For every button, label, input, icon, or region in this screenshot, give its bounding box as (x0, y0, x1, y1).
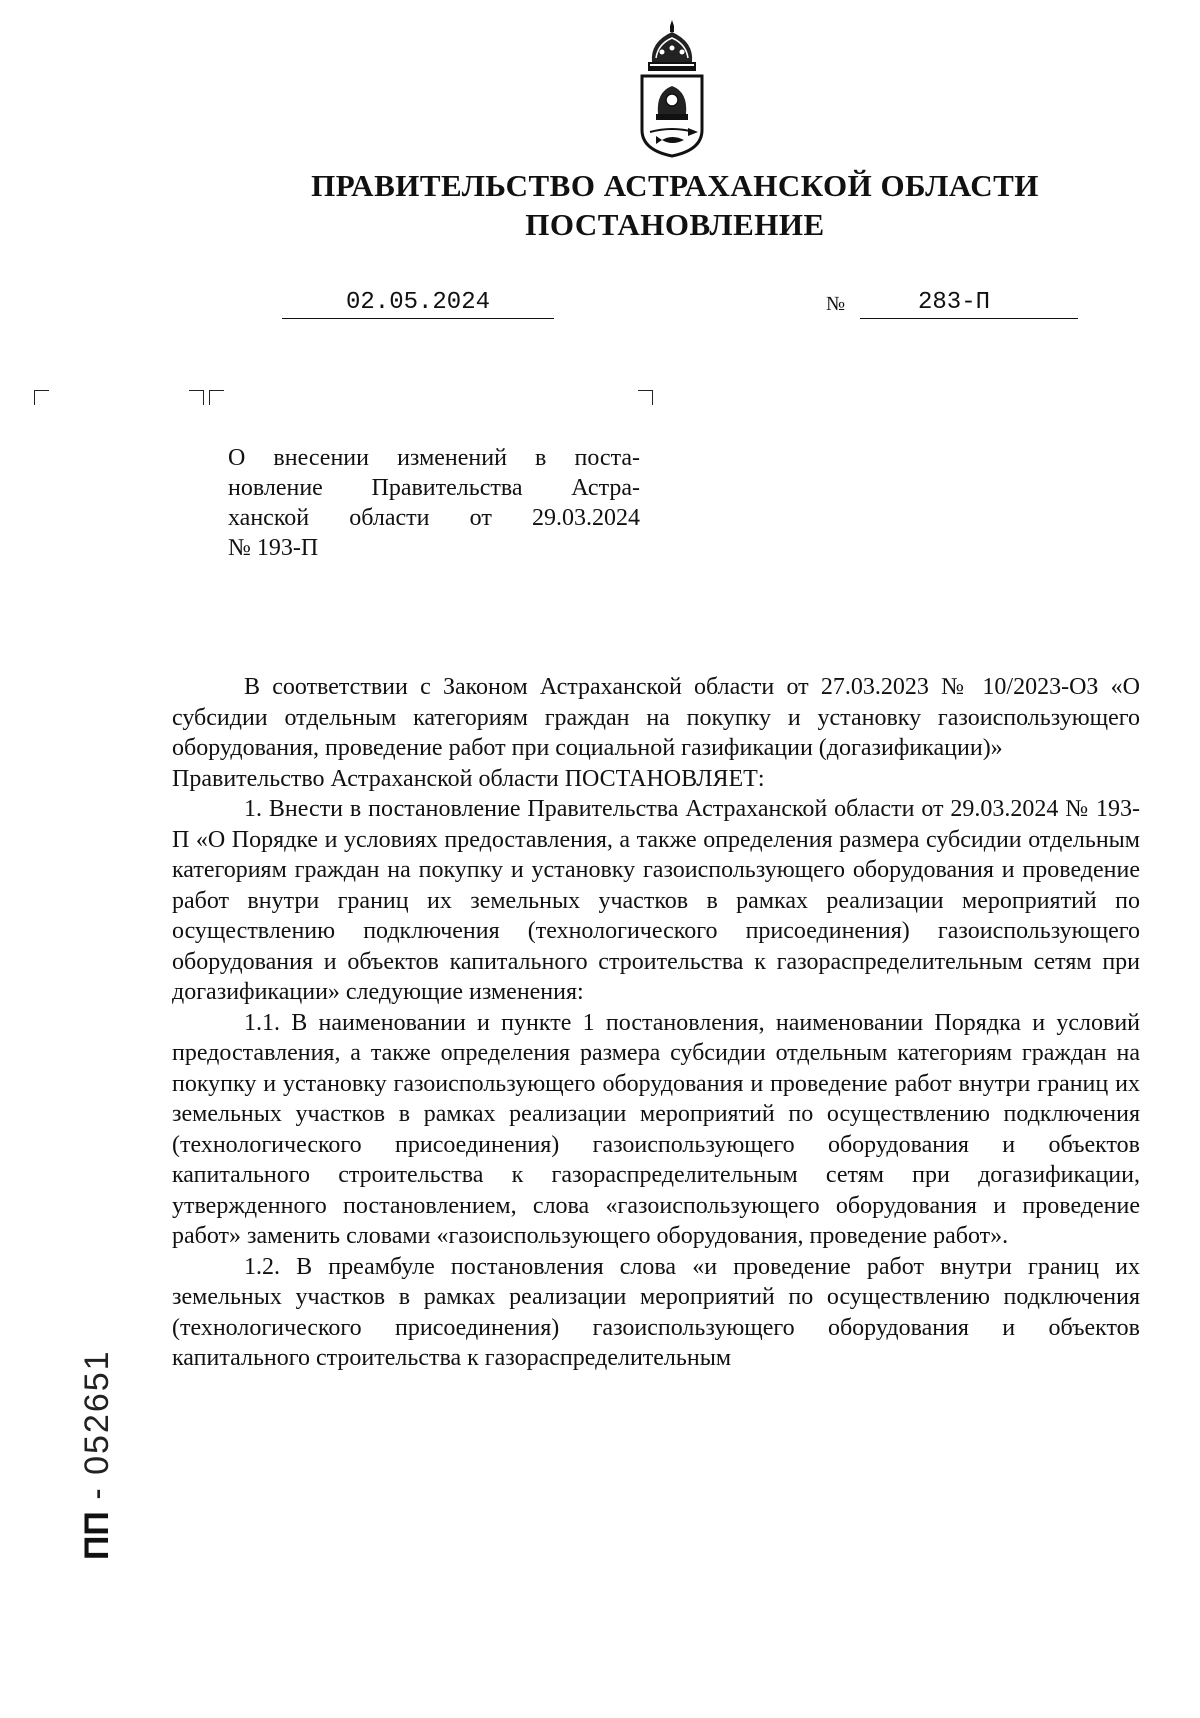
document-number: 283-П (918, 289, 991, 316)
corner-mark (209, 390, 224, 405)
clause-1-1-paragraph: 1.1. В наименовании и пункте 1 постановления, наименовании Порядка и условий предоставления, а также определения размера субсидии отдельным категориям граждан на покупку и установку газоиспользующего оборудования и проведение работ внутри границ их земельных участков в рамках реализации мероприятий по осуществлению подключения (технологического присоединения) газоиспользующего оборудования и объектов капитального строительства к газораспределительным сетям при догазификации, утвержденного постановлением, слова «газоиспользующего оборудования и проведение работ» заменить словами «газоиспользующего оборудования, проведение работ». (172, 1009, 1140, 1249)
corner-mark (189, 390, 204, 405)
document-date: 02.05.2024 (282, 288, 554, 319)
corner-mark (34, 390, 49, 405)
subject-line: новление Правительства Астра- (228, 475, 640, 501)
clause-1-2-paragraph: 1.2. В преамбуле постановления слова «и проведение работ внутри границ их земельных участков в рамках реализации мероприятий по осуществлению подключения (технологического присоединения) газоиспользующего оборудования и объектов капитального строительства к газораспределительным (172, 1253, 1140, 1371)
stamp-code: 052651 (78, 1349, 116, 1475)
preamble-paragraph: В соответствии с Законом Астраханской области от 27.03.2023 № 10/2023-ОЗ «О субсидии отдельным категориям граждан на покупку и установку газоиспользующего оборудования, проведение работ при социальной газификации (догазификации)» (172, 674, 1140, 761)
subject-line: ханской области от 29.03.2024 (228, 505, 640, 531)
subject-line: № 193-П (228, 535, 319, 561)
resolution-paragraph: Правительство Астраханской области ПОСТАНОВЛЯЕТ: (172, 765, 765, 792)
document-body (172, 672, 1140, 1374)
stamp-prefix: ПП (78, 1511, 116, 1560)
number-sign: № (826, 293, 846, 315)
subject-line: О внесении изменений в поста- (228, 445, 640, 471)
document-number-field (860, 288, 1078, 319)
document-type: ПОСТАНОВЛЕНИЕ (525, 207, 825, 242)
side-registration-stamp (78, 1349, 117, 1560)
astrakhan-coat-of-arms-icon (632, 18, 712, 158)
clause-1-paragraph: 1. Внести в постановление Правительства Астраханской области от 29.03.2024 № 193-П «О Порядке и условиях предоставления, а также определения размера субсидии отдельным категориям граждан на покупку и установку газоиспользующего оборудования и проведение работ внутри границ их земельных участков в рамках реализации мероприятий по осуществлению подключения (технологического присоединения) газоиспользующего оборудования и объектов капитального строительства к газораспределительным сетям при догазификации» следующие изменения: (172, 796, 1140, 1005)
organization-title: ПРАВИТЕЛЬСТВО АСТРАХАНСКОЙ ОБЛАСТИ (311, 168, 1039, 203)
document-subject (228, 443, 640, 563)
corner-mark (638, 390, 653, 405)
stamp-dash: - (78, 1474, 116, 1512)
